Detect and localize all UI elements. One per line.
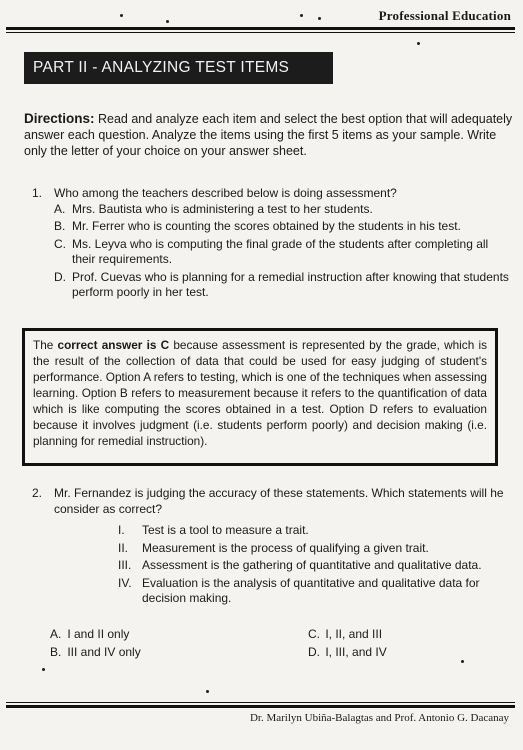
option-text: Mr. Ferrer who is counting the scores obtained by the students in his test.: [72, 219, 461, 233]
statement-text: Test is a tool to measure a trait.: [142, 523, 309, 537]
part-banner: PART II - ANALYZING TEST ITEMS: [24, 52, 333, 84]
choice-a: [50, 626, 129, 642]
answer-text: because assessment is represented by the grade, which is the result of the collection of data that could be used for easy judging of student's performance. Option A refers to testing, which is one of the techniques when assessing learning. Option B refers to measurement because it refers to the quantification of data which is like computing the scores obtained in a test. Option D refers to evaluation because it involves judgment (i.e. students perform poorly) and decision making (i.e. planning for remedial instruction).: [33, 338, 487, 448]
question-2: [32, 486, 512, 607]
statement-list: [32, 523, 512, 607]
answer-label: correct answer is C: [57, 338, 170, 352]
choice-text: I and II only: [67, 627, 130, 641]
choice-text: III and IV only: [67, 645, 141, 659]
option-text: Mrs. Bautista who is administering a test to her students.: [72, 201, 373, 216]
scan-speck: [461, 660, 464, 663]
header-rule-thin: [6, 32, 515, 33]
option-a: [54, 202, 512, 218]
scan-speck: [120, 14, 123, 17]
option-text: Ms. Leyva who is computing the final grade of the students after completing all their requirements.: [72, 236, 489, 266]
scan-speck: [206, 690, 209, 693]
footer-rule: [6, 705, 515, 708]
statement-numeral: IV.: [118, 575, 132, 590]
option-d: [54, 270, 512, 301]
statement-text: Measurement is the process of qualifying a given trait.: [142, 540, 429, 555]
choice-d: [308, 644, 387, 660]
directions-label: Directions:: [24, 111, 95, 126]
option-letter: D.: [54, 269, 66, 284]
choice-c: [308, 626, 382, 642]
directions-text: Read and analyze each item and select the best option that will adequately answer each question. Analyze the items using the first 5 items as your sample. Write only the letter of your choice on your answer sheet.: [24, 112, 513, 158]
question-stem: Mr. Fernandez is judging the accuracy of these statements. Which statements will he consider as correct?: [54, 486, 504, 516]
scan-speck: [300, 14, 303, 17]
statement-text: Assessment is the gathering of quantitative and qualitative data.: [142, 558, 482, 572]
question-1: [32, 186, 512, 301]
statement-i: [118, 523, 512, 539]
option-b: [54, 219, 512, 235]
question-number: 1.: [32, 186, 43, 200]
option-letter: A.: [54, 201, 66, 216]
choice-letter: C.: [308, 627, 320, 641]
answer-prefix: The: [33, 338, 58, 352]
choice-letter: D.: [308, 645, 320, 659]
header-rule: [6, 27, 515, 30]
option-text: Prof. Cuevas who is planning for a remedial instruction after knowing that students perform poorly in her test.: [72, 269, 509, 299]
choice-letter: B.: [50, 645, 62, 659]
choice-text: I, III, and IV: [325, 645, 387, 659]
question-stem: Who among the teachers described below is doing assessment?: [54, 186, 397, 200]
statement-numeral: I.: [118, 523, 125, 537]
footer-rule-thin: [6, 702, 515, 703]
question-number: 2.: [32, 486, 43, 500]
statement-numeral: III.: [118, 558, 132, 572]
statement-numeral: II.: [118, 540, 129, 555]
statement-iv: [118, 576, 512, 607]
scan-speck: [166, 20, 169, 23]
choice-b: [50, 644, 141, 660]
statement-iii: [118, 558, 512, 574]
answer-explanation-box: [22, 328, 498, 466]
scan-speck: [318, 17, 321, 20]
statement-ii: [118, 541, 512, 557]
directions: [24, 111, 514, 159]
choice-letter: A.: [50, 627, 62, 641]
scan-speck: [42, 668, 45, 671]
statement-text: Evaluation is the analysis of quantitative and qualitative data for decision making.: [142, 575, 480, 605]
footer-credit: Dr. Marilyn Ubiña-Balagtas and Prof. Antonio G. Dacanay: [249, 712, 509, 724]
choice-text: I, II, and III: [325, 627, 383, 641]
option-letter: B.: [54, 219, 66, 233]
option-c: [54, 237, 512, 268]
scan-speck: [417, 42, 420, 45]
option-letter: C.: [54, 236, 66, 251]
header-title: Professional Education: [378, 8, 511, 23]
